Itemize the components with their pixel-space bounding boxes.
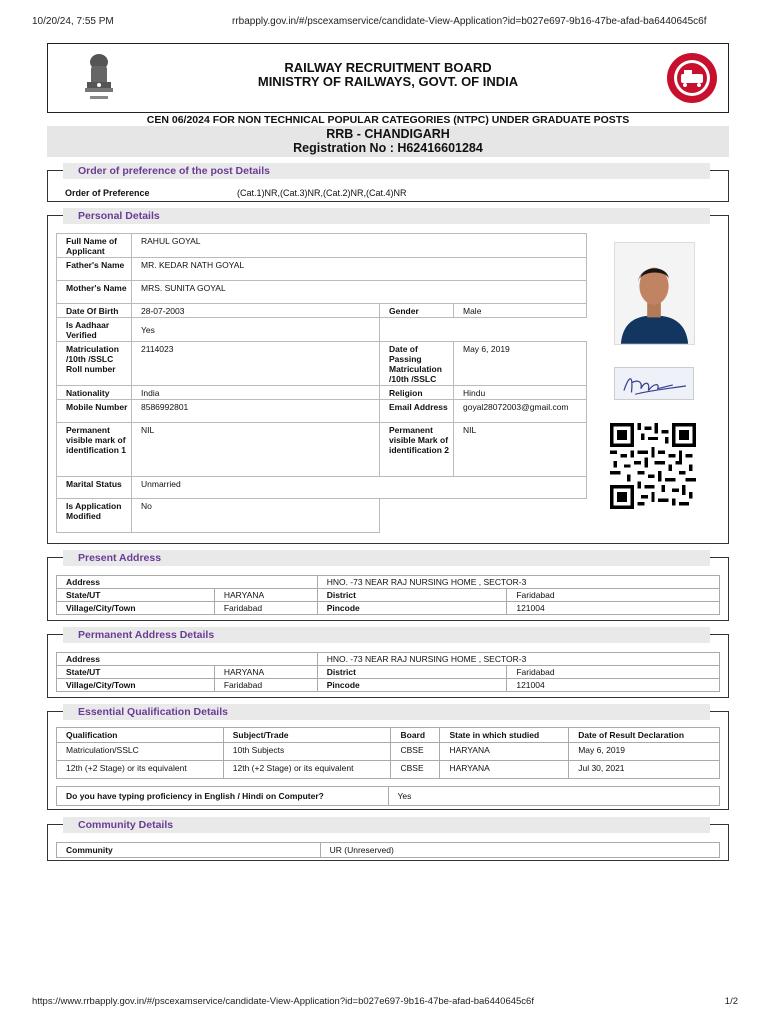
label: State/UT <box>57 666 215 679</box>
state: HARYANA <box>214 666 317 679</box>
label: Email Address <box>380 400 454 423</box>
typing-label: Do you have typing proficiency in English / Hindi on Computer? <box>57 787 389 806</box>
column-header: Qualification <box>57 728 224 743</box>
section-title: Present Address <box>63 550 710 566</box>
document-header <box>47 43 729 113</box>
label: Date of Passing Matriculation /10th /SSLC <box>380 342 454 386</box>
candidate-photo <box>614 242 695 345</box>
section-title: Personal Details <box>63 208 710 224</box>
cell: May 6, 2019 <box>569 743 720 761</box>
cell: 10th Subjects <box>223 743 391 761</box>
application-modified: No <box>132 499 380 533</box>
religion: Hindu <box>454 386 587 400</box>
label: Address <box>57 576 318 589</box>
print-url: rrbapply.gov.in/#/pscexamservice/candidate-View-Application?id=b027e697-9b16-47be-afad-ba6440645c6f <box>232 16 707 27</box>
label: Marital Status <box>57 477 132 499</box>
label: Permanent visible mark of identification 1 <box>57 423 132 477</box>
cell: 12th (+2 Stage) or its equivalent <box>223 761 391 779</box>
dob: 28-07-2003 <box>132 304 380 318</box>
rrb-name: RRB - CHANDIGARH <box>326 127 450 141</box>
column-header: State in which studied <box>440 728 569 743</box>
label: Mobile Number <box>57 400 132 423</box>
label: Pincode <box>317 602 507 615</box>
matric-roll: 2114023 <box>132 342 380 386</box>
label: Pincode <box>317 679 507 692</box>
cell: CBSE <box>391 761 440 779</box>
passing-date: May 6, 2019 <box>454 342 587 386</box>
cell: HARYANA <box>440 761 569 779</box>
table-row <box>57 761 720 779</box>
label: Permanent visible Mark of identification 2 <box>380 423 454 477</box>
label: Address <box>57 653 318 666</box>
typing-value: Yes <box>388 787 719 806</box>
village: Faridabad <box>214 679 317 692</box>
column-header: Date of Result Declaration <box>569 728 720 743</box>
village: Faridabad <box>214 602 317 615</box>
father-name: MR. KEDAR NATH GOYAL <box>132 258 587 281</box>
column-header: Subject/Trade <box>223 728 391 743</box>
permanent-address-section <box>47 629 729 698</box>
marital-status: Unmarried <box>132 477 587 499</box>
mobile: 8586992801 <box>132 400 380 423</box>
header-line-2: MINISTRY OF RAILWAYS, GOVT. OF INDIA <box>257 74 519 89</box>
label: District <box>317 589 507 602</box>
present-address-section <box>47 552 729 621</box>
district: Faridabad <box>507 666 720 679</box>
indian-railways-logo-icon <box>666 52 718 104</box>
section-title: Permanent Address Details <box>63 627 710 643</box>
community-section <box>47 819 729 861</box>
label: District <box>317 666 507 679</box>
qualification-section <box>47 706 729 810</box>
section-title: Order of preference of the post Details <box>63 163 710 179</box>
label: Is Application Modified <box>57 499 132 533</box>
district: Faridabad <box>507 589 720 602</box>
section-title: Essential Qualification Details <box>63 704 710 720</box>
label: Religion <box>380 386 454 400</box>
nationality: India <box>132 386 380 400</box>
preference-section <box>47 165 729 202</box>
label: Village/City/Town <box>57 602 215 615</box>
label: Village/City/Town <box>57 679 215 692</box>
header-line-1: RAILWAY RECRUITMENT BOARD <box>284 60 492 75</box>
page-number: 1/2 <box>724 996 738 1007</box>
mother-name: MRS. SUNITA GOYAL <box>132 281 587 304</box>
email: goyal28072003@gmail.com <box>454 400 587 423</box>
address: HNO. -73 NEAR RAJ NURSING HOME , SECTOR-3 <box>317 576 719 589</box>
cell: Matriculation/SSLC <box>57 743 224 761</box>
mark-2: NIL <box>454 423 587 477</box>
table-row <box>57 743 720 761</box>
pincode: 121004 <box>507 602 720 615</box>
print-datetime: 10/20/24, 7:55 PM <box>32 16 114 27</box>
address: HNO. -73 NEAR RAJ NURSING HOME , SECTOR-3 <box>317 653 719 666</box>
personal-table <box>56 233 587 533</box>
aadhaar: Yes <box>132 318 380 342</box>
community-value: UR (Unreserved) <box>320 843 719 858</box>
cell: 12th (+2 Stage) or its equivalent <box>57 761 224 779</box>
community-table <box>56 842 720 858</box>
section-title: Community Details <box>63 817 710 833</box>
label: Is Aadhaar Verified <box>57 318 132 342</box>
cen-title: CEN 06/2024 FOR NON TECHNICAL POPULAR CATEGORIES (NTPC) UNDER GRADUATE POSTS <box>146 114 630 126</box>
personal-section <box>47 210 729 544</box>
print-header <box>32 16 728 30</box>
label: Father's Name <box>57 258 132 281</box>
label: Matriculation /10th /SSLC Roll number <box>57 342 132 386</box>
column-header: Board <box>391 728 440 743</box>
candidate-signature <box>614 367 694 400</box>
typing-table <box>56 786 720 806</box>
community-label: Community <box>57 843 321 858</box>
cell: CBSE <box>391 743 440 761</box>
rrb-band <box>47 126 729 157</box>
header-title <box>48 61 728 89</box>
preference-label: Order of Preference <box>65 188 150 198</box>
permanent-address-table <box>56 652 720 692</box>
gender: Male <box>454 304 587 318</box>
label: Mother's Name <box>57 281 132 304</box>
present-address-table <box>56 575 720 615</box>
registration-number: Registration No : H62416601284 <box>293 141 483 155</box>
qr-code-icon <box>606 423 700 509</box>
label: Gender <box>380 304 454 318</box>
full-name: RAHUL GOYAL <box>132 234 587 258</box>
mark-1: NIL <box>132 423 380 477</box>
preference-value: (Cat.1)NR,(Cat.3)NR,(Cat.2)NR,(Cat.4)NR <box>237 188 407 198</box>
cell: Jul 30, 2021 <box>569 761 720 779</box>
qualification-table <box>56 727 720 779</box>
pincode: 121004 <box>507 679 720 692</box>
footer-url: https://www.rrbapply.gov.in/#/pscexamservice/candidate-View-Application?id=b027e697-9b16-47be-afad-ba6440645c6f <box>32 996 534 1007</box>
state: HARYANA <box>214 589 317 602</box>
print-footer <box>32 996 738 1010</box>
cell: HARYANA <box>440 743 569 761</box>
label: Date Of Birth <box>57 304 132 318</box>
label: Nationality <box>57 386 132 400</box>
label: State/UT <box>57 589 215 602</box>
label: Full Name of Applicant <box>57 234 132 258</box>
